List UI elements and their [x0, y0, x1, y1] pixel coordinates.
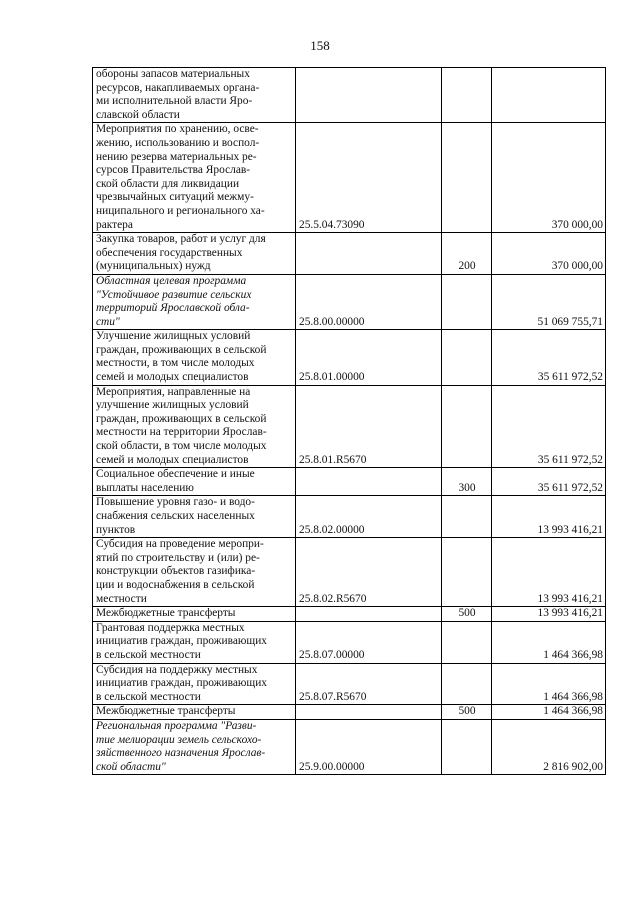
table-row [93, 233, 606, 275]
row-code-cell: 25.8.07.00000 [296, 621, 442, 663]
row-name-cell: Закупка товаров, работ и услуг для обеспечения государственных (муниципальных) нужд [93, 233, 296, 275]
budget-table-body [93, 68, 606, 775]
table-row [93, 663, 606, 705]
row-name-cell: Социальное обеспечение и иные выплаты населению [93, 468, 296, 496]
budget-table [92, 67, 606, 775]
row-type-cell [442, 123, 492, 233]
table-row [93, 607, 606, 622]
row-sum-cell: 1 464 366,98 [492, 663, 606, 705]
row-type-cell [442, 621, 492, 663]
table-row [93, 496, 606, 538]
row-code-cell [296, 468, 442, 496]
row-name-cell: обороны запасов материальных ресурсов, накапливаемых органа- ми исполнительной власти Яро- славской области [93, 68, 296, 123]
row-type-cell [442, 496, 492, 538]
row-type-cell [442, 330, 492, 385]
row-name-cell: Субсидия на проведение меропри- ятий по строительству и (или) ре- конструкции объектов газифика- ции и водоснабжения в сельской местности [93, 538, 296, 607]
row-sum-cell: 51 069 755,71 [492, 274, 606, 329]
row-code-cell: 25.8.01.00000 [296, 330, 442, 385]
row-sum-cell: 2 816 902,00 [492, 719, 606, 774]
row-sum-cell: 13 993 416,21 [492, 607, 606, 622]
row-type-cell: 500 [442, 607, 492, 622]
row-type-cell: 200 [442, 233, 492, 275]
row-type-cell [442, 274, 492, 329]
row-sum-cell: 35 611 972,52 [492, 385, 606, 468]
row-type-cell: 300 [442, 468, 492, 496]
table-row [93, 538, 606, 607]
row-code-cell [296, 68, 442, 123]
page-number: 158 [310, 38, 330, 53]
row-type-cell [442, 538, 492, 607]
table-row [93, 719, 606, 774]
table-row [93, 274, 606, 329]
row-code-cell [296, 233, 442, 275]
row-type-cell [442, 385, 492, 468]
row-type-cell [442, 719, 492, 774]
row-code-cell: 25.8.02.00000 [296, 496, 442, 538]
row-code-cell: 25.8.07.R5670 [296, 663, 442, 705]
row-sum-cell: 1 464 366,98 [492, 705, 606, 720]
row-type-cell [442, 663, 492, 705]
row-name-cell: Межбюджетные трансферты [93, 607, 296, 622]
row-sum-cell: 35 611 972,52 [492, 468, 606, 496]
table-row [93, 468, 606, 496]
row-code-cell: 25.8.00.00000 [296, 274, 442, 329]
table-row [93, 621, 606, 663]
row-name-cell: Мероприятия по хранению, осве- жению, использованию и воспол- нению резерва материальных ре- сурсов Правительства Ярослав- ской области для ликвидации чрезвычайных ситуаций межму- ниципального и регионального ха- рактера [93, 123, 296, 233]
row-code-cell: 25.9.00.00000 [296, 719, 442, 774]
row-type-cell [442, 68, 492, 123]
row-name-cell: Региональная программа "Разви- тие мелиорации земель сельскохо- зяйственного назначения Ярослав- ской области" [93, 719, 296, 774]
row-sum-cell: 35 611 972,52 [492, 330, 606, 385]
row-name-cell: Межбюджетные трансферты [93, 705, 296, 720]
row-sum-cell: 1 464 366,98 [492, 621, 606, 663]
row-type-cell: 500 [442, 705, 492, 720]
table-row [93, 385, 606, 468]
row-name-cell: Областная целевая программа "Устойчивое развитие сельских территорий Ярославской обла- сти" [93, 274, 296, 329]
row-sum-cell [492, 68, 606, 123]
row-name-cell: Субсидия на поддержку местных инициатив граждан, проживающих в сельской местности [93, 663, 296, 705]
row-name-cell: Повышение уровня газо- и водо- снабжения сельских населенных пунктов [93, 496, 296, 538]
row-code-cell: 25.8.02.R5670 [296, 538, 442, 607]
table-row [93, 330, 606, 385]
row-code-cell [296, 607, 442, 622]
table-row [93, 123, 606, 233]
row-sum-cell: 370 000,00 [492, 123, 606, 233]
row-code-cell: 25.8.01.R5670 [296, 385, 442, 468]
table-row [93, 68, 606, 123]
row-sum-cell: 13 993 416,21 [492, 496, 606, 538]
row-name-cell: Улучшение жилищных условий граждан, проживающих в сельской местности, в том числе молодых семей и молодых специалистов [93, 330, 296, 385]
row-code-cell: 25.5.04.73090 [296, 123, 442, 233]
table-row [93, 705, 606, 720]
row-sum-cell: 13 993 416,21 [492, 538, 606, 607]
row-code-cell [296, 705, 442, 720]
row-name-cell: Грантовая поддержка местных инициатив граждан, проживающих в сельской местности [93, 621, 296, 663]
row-sum-cell: 370 000,00 [492, 233, 606, 275]
row-name-cell: Мероприятия, направленные на улучшение жилищных условий граждан, проживающих в сельской местности на территории Ярослав- ской области, в том числе молодых семей и молодых специалистов [93, 385, 296, 468]
